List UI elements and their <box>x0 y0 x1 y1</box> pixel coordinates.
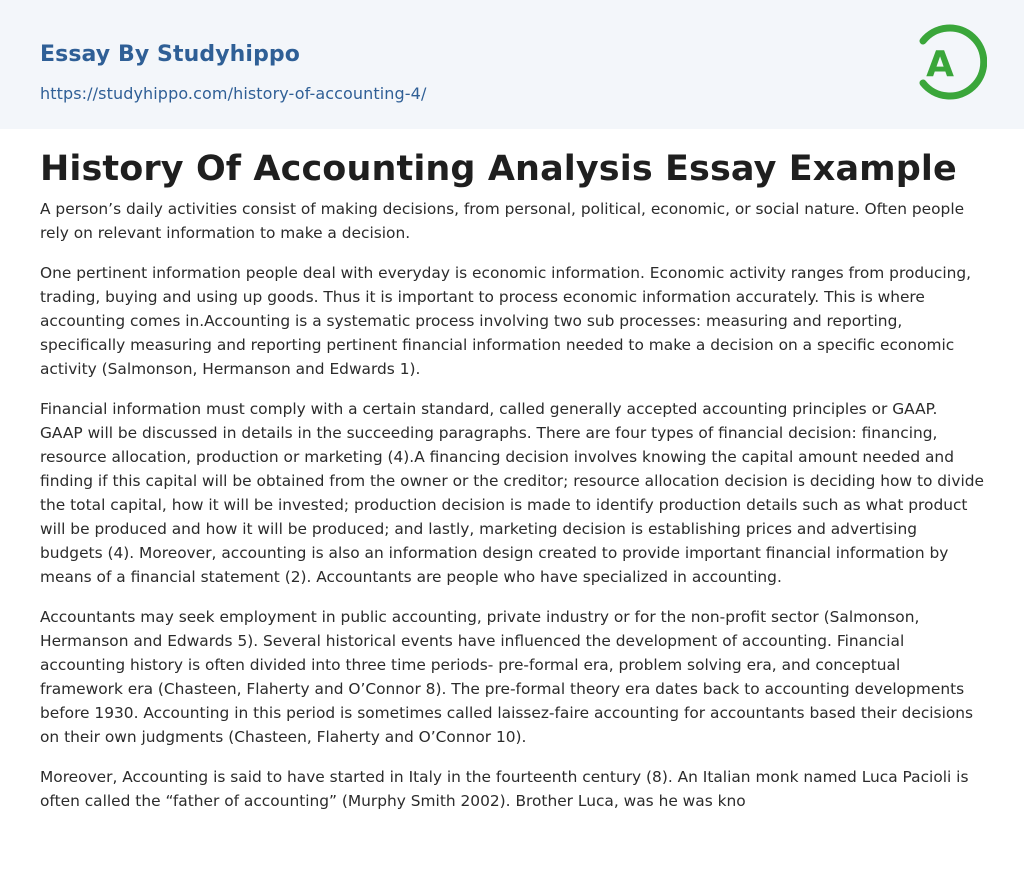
logo-letter: A <box>926 44 954 85</box>
paragraph: Financial information must comply with a certain standard, called generally accepted accounting principles or GAAP. GAAP will be discussed in details in the succeeding paragraphs. There are four types of financial decision: financing, resource allocation, production or marketing (4).A financing decision involves knowing the capital amount needed and finding if this capital will be obtained from the owner or the creditor; resource allocation decision is deciding how to divide the total capital, how it will be invested; production decision is made to identify production details such as what product will be produced and how it will be produced; and lastly, marketing decision is establishing prices and advertising budgets (4). Moreover, accounting is also an information design created to provide important financial information by means of a financial statement (2). Accountants are people who have specialized in accounting. <box>40 400 984 586</box>
paragraph: A person’s daily activities consist of making decisions, from personal, political, economic, or social nature. Often people rely on relevant information to make a decision. <box>40 200 965 242</box>
source-url-link[interactable]: https://studyhippo.com/history-of-accounting-4/ <box>40 84 427 103</box>
paragraph: One pertinent information people deal with everyday is economic information. Economic activity ranges from producing, trading, buying and using up goods. Thus it is important to process economic information accurately. This is where accounting comes in.Accounting is a systematic process involving two sub processes: measuring and reporting, specifically measuring and reporting pertinent financial information needed to make a decision on a specific economic activity (Salmonson, Hermanson and Edwards 1). <box>40 264 972 378</box>
brand-title[interactable]: Essay By Studyhippo <box>40 42 300 67</box>
page-title: History Of Accounting Analysis Essay Example <box>40 149 957 189</box>
paragraph: Accountants may seek employment in public accounting, private industry or for the non-profit sector (Salmonson, Hermanson and Edwards 5). Several historical events have influenced the development of accounting. Financial accounting history is often divided into three time periods- pre-formal era, problem solving era, and conceptual framework era (Chasteen, Flaherty and O’Connor 8). The pre-formal theory era dates back to accounting developments before 1930. Accounting in this period is sometimes called laissez-faire accounting for accountants based their decisions on their own judgments (Chasteen, Flaherty and O’Connor 10). <box>40 608 974 746</box>
site-header <box>0 0 1024 129</box>
article <box>0 129 1024 813</box>
paragraph: Moreover, Accounting is said to have started in Italy in the fourteenth century (8). An Italian monk named Luca Pacioli is often called the “father of accounting” (Murphy Smith 2002). Brother Luca, was he was kno <box>40 768 969 810</box>
studyhippo-logo-icon[interactable] <box>911 18 987 106</box>
